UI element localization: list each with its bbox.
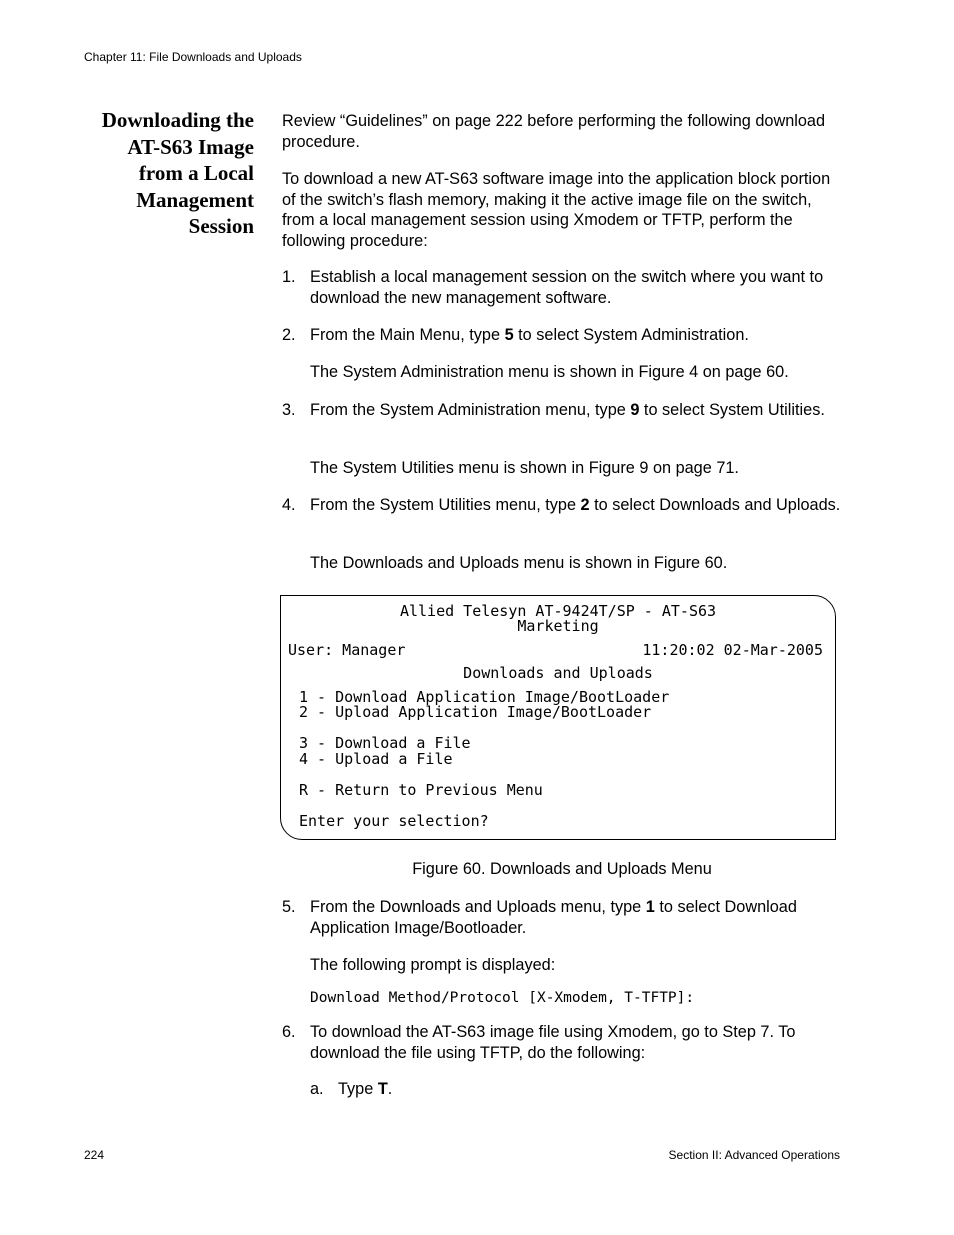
step-text-part: to select System Utilities. bbox=[639, 401, 825, 419]
step-number: 4. bbox=[282, 496, 296, 514]
substep-a-text bbox=[338, 1079, 738, 1100]
terminal-prompt: Enter your selection? bbox=[299, 812, 489, 830]
section-heading-line: Downloading the bbox=[101, 108, 254, 132]
step-text-part: From the Downloads and Uploads menu, type bbox=[310, 898, 646, 916]
step-text-part: From the System Utilities menu, type bbox=[310, 496, 581, 514]
step-4-text bbox=[310, 495, 842, 516]
step-text-part: . bbox=[387, 1080, 393, 1098]
running-header: Chapter 11: File Downloads and Uploads bbox=[84, 50, 302, 64]
substep-letter: a. bbox=[310, 1080, 324, 1098]
intro-paragraph-1: Review “Guidelines” on page 222 before performing the following download procedure. bbox=[282, 112, 826, 151]
step-key: 1 bbox=[645, 898, 655, 916]
step-number: 6. bbox=[282, 1023, 296, 1041]
section-heading-line: Session bbox=[188, 214, 254, 238]
step-6-text: To download the AT-S63 image file using Xmodem, go to Step 7. To download the file using TFTP, do the following: bbox=[310, 1023, 796, 1062]
step-3-note: The System Utilities menu is shown in Figure 9 on page 71. bbox=[310, 459, 739, 477]
terminal-title: Allied Telesyn AT-9424T/SP - AT-S63 bbox=[399, 602, 717, 620]
step-2-text bbox=[310, 325, 842, 346]
step-text-part: to select Download Application Image/Bootloader. bbox=[310, 898, 797, 937]
terminal-option: 1 - Download Application Image/BootLoader bbox=[299, 688, 670, 706]
terminal-option: 4 - Upload a File bbox=[299, 750, 453, 768]
section-heading-line: Management bbox=[136, 187, 254, 212]
terminal-user: User: Manager bbox=[288, 641, 406, 659]
step-key: 5 bbox=[504, 326, 514, 344]
page-number: 224 bbox=[84, 1148, 105, 1162]
download-method-prompt: Download Method/Protocol [X-Xmodem, T-TFTP]: bbox=[310, 990, 695, 1006]
step-key: 2 bbox=[580, 496, 590, 514]
step-text-part: From the Main Menu, type bbox=[310, 326, 505, 344]
step-key: 9 bbox=[630, 401, 640, 419]
step-4-note: The Downloads and Uploads menu is shown in Figure 60. bbox=[310, 554, 728, 572]
step-1-text: Establish a local management session on the switch where you want to download the new management software. bbox=[310, 268, 824, 307]
section-heading bbox=[80, 107, 254, 240]
step-key: T bbox=[377, 1080, 388, 1098]
terminal-option: 3 - Download a File bbox=[299, 734, 471, 752]
step-number: 2. bbox=[282, 326, 296, 344]
step-5-note: The following prompt is displayed: bbox=[310, 956, 556, 974]
intro-paragraph-2: To download a new AT-S63 software image into the application block portion of the switch’s flash memory, making it the active image file on the switch, from a local management session using Xmodem or TFTP, perform the following procedure: bbox=[282, 170, 831, 250]
section-heading-line: AT-S63 Image bbox=[127, 134, 254, 159]
step-3-text bbox=[310, 400, 842, 421]
step-2-note: The System Administration menu is shown in Figure 4 on page 60. bbox=[310, 363, 789, 381]
terminal-option: R - Return to Previous Menu bbox=[299, 781, 543, 799]
step-text-part: to select Downloads and Uploads. bbox=[589, 496, 841, 514]
terminal-option: 2 - Upload Application Image/BootLoader bbox=[299, 703, 652, 721]
step-number: 3. bbox=[282, 401, 296, 419]
figure-caption: Figure 60. Downloads and Uploads Menu bbox=[412, 860, 712, 878]
step-number: 1. bbox=[282, 268, 296, 286]
step-text-part: to select System Administration. bbox=[513, 326, 749, 344]
terminal-menu-title: Downloads and Uploads bbox=[463, 664, 653, 682]
terminal-datetime: 11:20:02 02-Mar-2005 bbox=[642, 641, 823, 659]
step-text-part: From the System Administration menu, type bbox=[310, 401, 631, 419]
step-number: 5. bbox=[282, 898, 296, 916]
terminal-subtitle: Marketing bbox=[517, 617, 599, 635]
section-heading-line: from a Local bbox=[138, 161, 254, 185]
step-5-text bbox=[310, 897, 842, 938]
step-text-part: Type bbox=[338, 1080, 378, 1098]
terminal-screen bbox=[280, 595, 836, 840]
running-footer: Section II: Advanced Operations bbox=[668, 1148, 840, 1162]
